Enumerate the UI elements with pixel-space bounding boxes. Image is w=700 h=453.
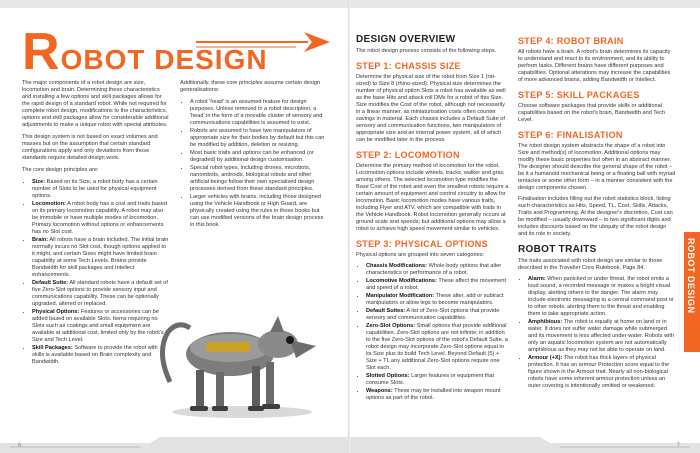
list-item: • Larger vehicles with brains, including those designed using the Vehicle Handbook or High Guard, are physically created using the rules in those books but can use modified versions of the brain design process in this book. — [190, 194, 326, 229]
list-item: • Brain: All robots have a brain included. The initial brain normally incurs no Slot cost, though options applied to it might, and certain Sizes might have limited brain capability at some Tech Levels. Brains provide Bandwidth for skill packages and Intellect enhancements. — [32, 237, 170, 279]
overview-text: The robot design process consists of the following steps. — [356, 48, 497, 54]
title-initial: R — [22, 23, 61, 81]
step6-heading: STEP 6: FINALISATION — [518, 130, 623, 140]
step3-heading: STEP 3: PHYSICAL OPTIONS — [356, 239, 488, 249]
top-border — [0, 0, 350, 8]
generalisations-intro: Additionally, these core principles assume certain design generalisations: — [180, 80, 321, 93]
step2-heading: STEP 2: LOCOMOTION — [356, 150, 460, 160]
step3-text: Physical options are grouped into seven categories: — [356, 252, 485, 258]
list-item: • Locomotion: A robot body has a cost and traits based on its primary locomotion capability. A robot may also be immobile or have multiple modes of locomotion. Primary locomotion without options or enhancements has no Slot cost. — [32, 201, 170, 236]
traits-intro: The traits associated with robot design are similar to those described in the Traveller Core Rulebook, Page 84. — [518, 258, 663, 271]
list-item: • Armour (+X): The robot has thick layers of physical protection. It has an armour Protection score equal to the figure shown in the Armour trait. Nearly all non-biological robots have some inherent armour protection unless an outer covering is intentionally omitted or weakened. — [528, 355, 676, 390]
step1-heading: STEP 1: CHASSIS SIZE — [356, 61, 461, 71]
right-page — [350, 0, 700, 453]
list-item: • Special robot types, including drones, microbots, nanorobots, androids, biological robots and other artificial beings follow their own specialised design processes derived from these standard principles. — [190, 165, 326, 193]
list-item: • Amphibious: The robot is equally at home on land or in water. It does not suffer water damage while submerged and its movement is less affected under-water. Robots with only an aquatic locomotion system are not automatically amphibious as they may not be able to operate on land. — [528, 319, 676, 354]
title-arrow-graphic — [196, 28, 332, 56]
list-item: • Locomotive Modifications: These affect the movement and speed of a robot. — [366, 278, 510, 292]
list-item: • Manipulator Modification: These alter, add or subtract manipulators or allow legs to become manipulators. — [366, 293, 510, 307]
step6-text-2: Finalisation includes filling out the robot statistics block, listing such characteristics as Hits, Speed, TL, Cost, Skills, Attacks, Traits and Programming. At the designer's discretion, Cost can be modified – usually downward – to two significant digits and includes discounts based on the ubiquity of the robot design and its role in society. — [518, 196, 673, 237]
list-item: • Zero-Slot Options: Small options that provide additional capabilities. Zero-Slot options are not infinite; in addition to the five Zero-Slot options of the robot's Default Suite, a robot design may incorporate Zero-Slot options equal to its Size plus its build Tech Level. Beyond Default (5) + Size + TL any additional Zero-Slot options require one Slot each. — [366, 323, 510, 372]
intro-paragraph-3: The core design principles are: — [22, 167, 99, 173]
list-item: • Default Suites: A list of Zero-Slot options that provide sensory and communication capabilities. — [366, 308, 510, 322]
list-item: • Chassis Modifications: Whole-body options that alter characteristics or performance of a robot. — [366, 263, 510, 277]
list-item: • Physical Options: Features or accessories can be added based on available Slots. Items requiring no Slots such as coatings and small equipment are available at additional cost, limited only by the robot's Size and Tech Level. — [32, 309, 170, 344]
step4-text: All robots have a brain. A robot's brain determines its capacity to understand and react to its environment, and its ability to perform tasks. Different brains have different purposes and capabilities. Optional alterations may increase the capabilities of more advanced brains, adding Bandwidth or Intellect. — [518, 49, 671, 83]
footer-graphic — [350, 437, 700, 453]
chapter-side-tab — [684, 232, 700, 352]
list-item: • Weapons: These may be installed into weapon mount options as part of the robot. — [366, 388, 510, 402]
list-item: • A robot 'head' is an assumed feature for design purposes. Unless removed in a robot description, a 'head' in the form of a movable cluster of sensory and communications capabilities is assumed to exist. — [190, 99, 326, 127]
design-overview-heading: DESIGN OVERVIEW — [356, 34, 456, 45]
step4-heading: STEP 4: ROBOT BRAIN — [518, 36, 624, 46]
step6-text-1: The robot design system abstracts the shape of a robot into Size and method(s) of locomotion. Additional options may modify these basic properties but often in an abstract manner. The designer should describe the general shape of the robot – be it a humanoid mechanical being or a floating ball with myriad tentacles or some other form – in a manner consistent with the design components chosen. — [518, 143, 676, 191]
robot-traits-heading: ROBOT TRAITS — [518, 244, 597, 255]
step5-text: Choose software packages that provide skills or additional capabilities based on the robot's brain, Bandwidth and Tech Level. — [518, 103, 666, 123]
side-tab-label: ROBOT DESIGN — [686, 238, 696, 314]
step5-heading: STEP 5: SKILL PACKAGES — [518, 90, 640, 100]
generalisations-list — [180, 99, 326, 229]
step2-text: Determine the primary method of locomotion for the robot. Locomotion options include wheels, tracks, walker and grav, among others. The selected locomotion type modifies the Base Cost of the robot and even the smallest robots require a certain amount of equipment and control circuitry to allow for locomotion. Basic locomotion modes have various traits, including Flyer and ATV, which are compatible with traits in the Vehicle Handbook. Robot locomotion generally occurs at ground scale and speeds; but additional options may allow a robot to achieve high speed movement similar to vehicles. — [356, 163, 509, 232]
traits-list — [518, 276, 676, 390]
page-number: 7 — [676, 443, 680, 449]
top-border — [350, 0, 700, 8]
list-item: • Skill Packages: Software to provide the robot with skills is available based on Brain complexity and Bandwidth. — [32, 345, 170, 366]
list-item: • Robots are assumed to have two manipulators of appropriate size for their bodies by default but this can be modified by addition, deletion or resizing. — [190, 128, 326, 149]
list-item: • Slotted Options: Larger features or equipment that consume Slots. — [366, 373, 510, 387]
list-item: • Size: Based on its Size, a robot body has a certain number of Slots to be used for physical equipment options. — [32, 179, 170, 200]
left-column-1 — [22, 80, 170, 371]
intro-paragraph-2: This design system is not based on exact volumes and masses but on the assumption that certain standard configurations apply and only deviations from those standards require detailed design work. — [22, 134, 158, 161]
list-item: • Alarm: When panicked or under threat, the robot emits a loud sound, a recorded message or makes a bright visual display, alerting others to the danger. The alarm may include electronic messaging to a central command post or to other robots, alerting them to the threat and enabling them to take appropriate action. — [528, 276, 676, 318]
right-column-2 — [518, 34, 676, 394]
left-column-2 — [180, 80, 326, 234]
right-column-1 — [356, 34, 510, 406]
intro-paragraph-1: The major components of a robot design are size, locomotion and brain. Determining these characteristics and installing a few options and skill packages allows for the rapid design of a standard robot. While not required for complete robot design, modifications to the characteristics, options and skill packages allow for considerable additional adjustments to make a unique robot with special attributes. — [22, 80, 169, 128]
robot-illustration — [150, 262, 320, 422]
option-categories-list — [356, 263, 510, 402]
principles-list — [22, 179, 170, 366]
list-item: • Most basic traits and options can be enhanced (or degraded) by additional design customisation. — [190, 150, 326, 164]
title-rest: OBOT DESIGN — [60, 44, 268, 75]
step1-text: Determine the physical size of the robot from Size 1 (rat-sized) to Size 8 (rhino-sized). Physical size determines the number of physical option Slots a robot has available as well as the base Hits and attack roll DMs for a robot of this Size. Size modifies the Cost of the robot, although not necessarily in a linear manner, as miniaturisation costs often counter savings in material. Each chassis includes a Default Suite of sensory and communication functions, two manipulators of appropriate size and an internal power system, all of which can be modified later in the process. — [356, 74, 506, 143]
list-item: • Default Suite: All standard robots have a default set of five Zero-Slot options to provide sensory input and communications capability. These can be optionally upgraded, altered or replaced. — [32, 280, 170, 308]
footer-graphic — [0, 437, 350, 453]
page-number: 6 — [18, 443, 22, 449]
